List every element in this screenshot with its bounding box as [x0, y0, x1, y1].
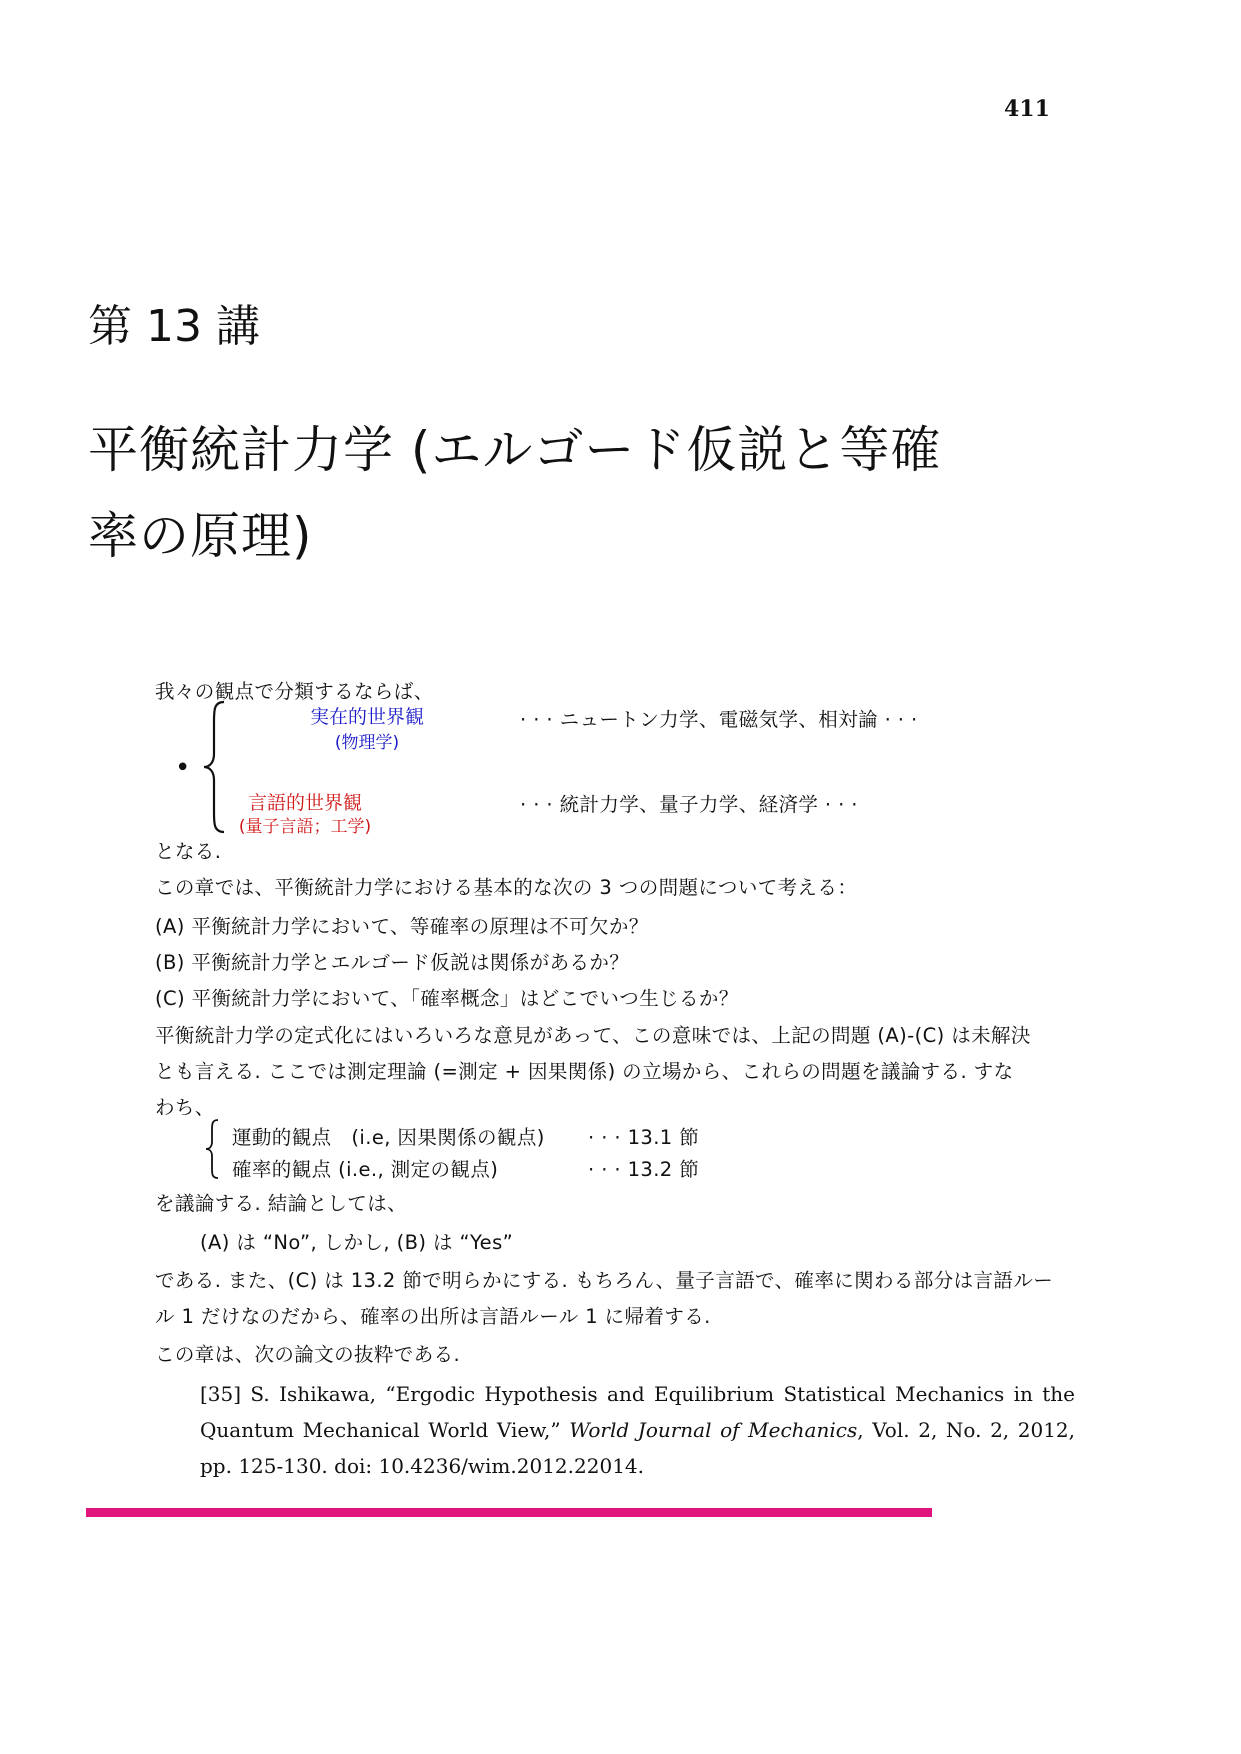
viewpoint-probabilistic-section: · · · 13.2 節 — [588, 1158, 700, 1181]
chapter-label: 第 13 講 — [88, 301, 260, 352]
reference-journal: World Journal of Mechanics — [569, 1418, 858, 1442]
viewpoint-probabilistic: 確率的観点 (i.e., 測定の観点) — [232, 1158, 499, 1181]
paragraph-line: わち、 — [155, 1096, 215, 1119]
realist-fields: · · · ニュートン力学、電磁気学、相対論 · · · — [520, 708, 918, 731]
paragraph-line: 平衡統計力学の定式化にはいろいろな意見があって、この意味では、上記の問題 (A)-(C) は未解決 — [155, 1024, 1031, 1047]
result-statement: (A) は “No”, しかし, (B) は “Yes” — [200, 1231, 514, 1254]
question-a: (A) 平衡統計力学において、等確率の原理は不可欠か？ — [155, 915, 649, 938]
chapter-title-line-2: 率の原理) — [88, 507, 313, 565]
paragraph-line: とも言える. ここでは測定理論 (=測定 + 因果関係) の立場から、これらの問題を議論する. すな — [155, 1060, 1014, 1083]
discussion-sentence: を議論する. 結論としては、 — [155, 1192, 407, 1215]
reference-authors-title: [35] S. Ishikawa, “Ergodic Hypothesis and Equilibrium Statistical Mechanics in the Quantum Mechanical World View,” — [200, 1382, 1075, 1442]
viewpoint-kinetic-section: · · · 13.1 節 — [588, 1126, 700, 1149]
realist-worldview-title: 実在的世界観 — [309, 706, 424, 728]
conclusion-sentence: となる. — [155, 840, 222, 863]
bullet-marker: • — [175, 753, 191, 783]
accent-rule — [86, 1508, 932, 1517]
page-number: 411 — [1004, 96, 1050, 122]
paragraph-line: ル 1 だけなのだから、確率の出所は言語ルール 1 に帰着する. — [155, 1305, 711, 1328]
linguistic-worldview-subtitle: (量子言語；工学) — [238, 817, 372, 837]
realist-worldview-subtitle: (物理学) — [334, 733, 400, 753]
chapter-intro: この章では、平衡統計力学における基本的な次の 3 つの問題について考える： — [155, 876, 858, 899]
small-brace — [203, 1118, 221, 1180]
linguistic-fields: · · · 統計力学、量子力学、経済学 · · · — [520, 793, 858, 816]
intro-text: 我々の観点で分類するならば、 — [155, 680, 434, 703]
linguistic-worldview-title: 言語的世界観 — [247, 792, 362, 814]
viewpoint-kinetic: 運動的観点 (i.e, 因果関係の観点) — [232, 1126, 545, 1149]
reference-citation — [200, 1376, 1075, 1484]
chapter-title-line-1: 平衡統計力学 (エルゴード仮説と等確 — [88, 421, 942, 479]
question-c: (C) 平衡統計力学において、「確率概念」はどこでいつ生じるか？ — [155, 987, 739, 1010]
reference-details: , Vol. 2, No. 2, 2012, pp. 125-130. doi: 10.4236/wim.2012.22014. — [200, 1418, 1076, 1478]
excerpt-note: この章は、次の論文の抜粋である. — [155, 1343, 461, 1366]
question-b: (B) 平衡統計力学とエルゴード仮説は関係があるか？ — [155, 951, 630, 974]
paragraph-line: である. また、(C) は 13.2 節で明らかにする. もちろん、量子言語で、確率に関わる部分は言語ルー — [155, 1269, 1054, 1292]
